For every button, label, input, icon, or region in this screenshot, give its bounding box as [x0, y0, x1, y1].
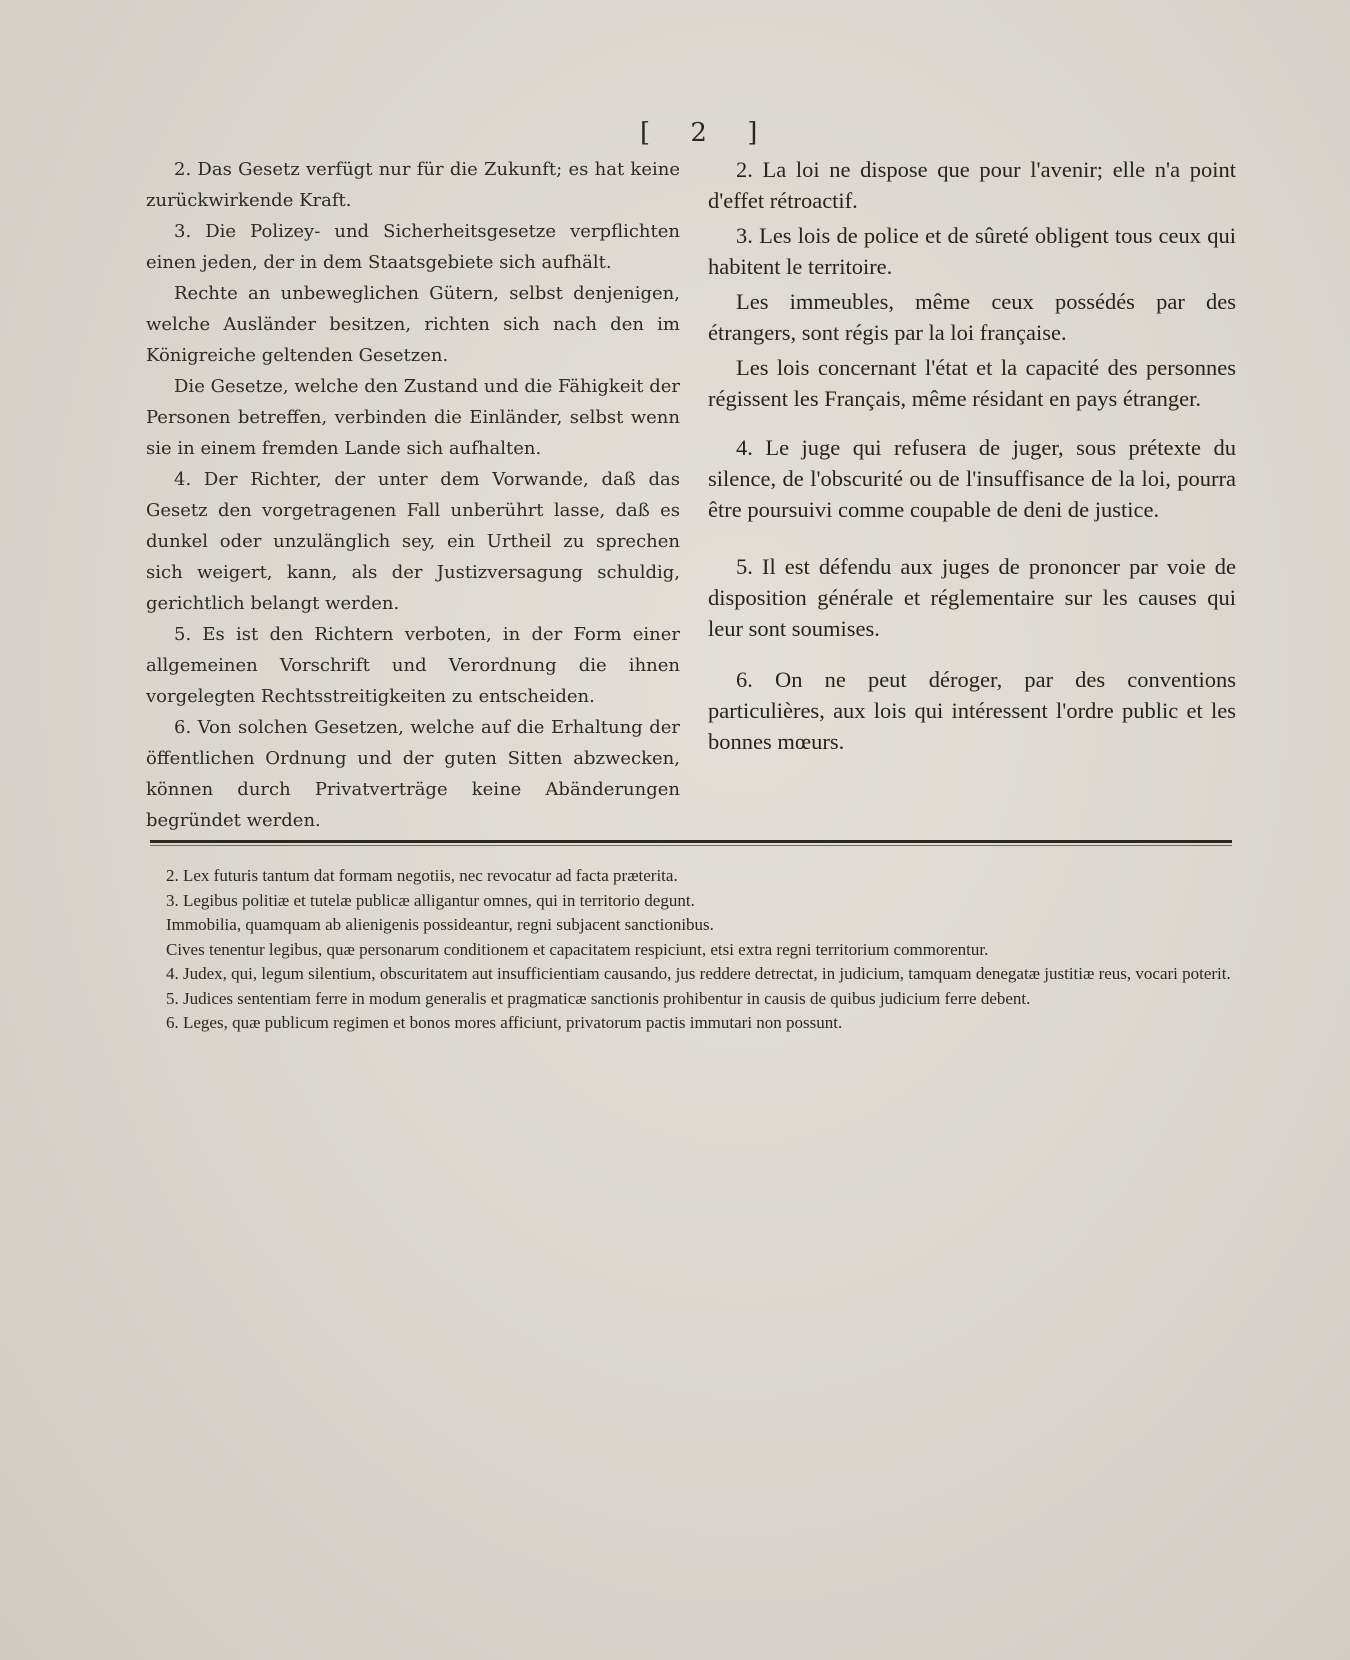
german-article-3: 3. Die Polizey- und Sicherheitsgesetze verpflichten einen jeden, der in dem Staatsgebiete sich aufhält. — [146, 221, 680, 273]
latin-article-5: 5. Judices sententiam ferre in modum generalis et pragmaticæ sanctionis prohibentur in causis de quibus judicium ferre debent. — [166, 988, 1031, 1008]
german-immovables-paragraph: Rechte an unbeweglichen Gütern, selbst denjenigen, welche Ausländer besitzen, richten sich nach den im Königreiche geltenden Gesetzen. — [146, 283, 680, 366]
latin-immovables-paragraph: Immobilia, quamquam ab alienigenis possideantur, regni subjacent sanctionibus. — [166, 915, 714, 934]
french-article-5: 5. Il est défendu aux juges de prononcer par voie de disposition générale et réglementaire sur les causes qui leur sont soumises. — [708, 554, 1236, 641]
german-article-4: 4. Der Richter, der unter dem Vorwande, daß das Gesetz den vorgetragenen Fall unberührt lasse, daß es dunkel oder unzulänglich sey, ein Urtheil zu sprechen sich weigert, kann, als der Justizversagung schuldig, gerichtlich belangt werden. — [146, 469, 680, 614]
latin-article-3: 3. Legibus politiæ et tutelæ publicæ alligantur omnes, qui in territorio degunt. — [166, 890, 695, 910]
latin-persons-paragraph: Cives tenentur legibus, quæ personarum conditionem et capacitatem respiciunt, etsi extra regni territorium commorentur. — [166, 939, 989, 959]
german-article-2: 2. Das Gesetz verfügt nur für die Zukunft; es hat keine zurückwirkende Kraft. — [146, 159, 680, 211]
section-divider — [150, 840, 1232, 843]
german-article-5: 5. Es ist den Richtern verboten, in der Form einer allgemeinen Vorschrift und Verordnung die ihnen vorgelegten Rechtsstreitigkeiten zu entscheiden. — [146, 624, 680, 707]
latin-article-6: 6. Leges, quæ publicum regimen et bonos mores afficiunt, privatorum pactis immutari non possunt. — [166, 1013, 843, 1032]
french-article-3: 3. Les lois de police et de sûreté obligent tous ceux qui habitent le territoire. — [708, 223, 1236, 279]
french-column — [708, 154, 1236, 761]
german-column — [146, 154, 680, 836]
french-article-2: 2. La loi ne dispose que pour l'avenir; elle n'a point d'effet rétroactif. — [708, 157, 1236, 213]
latin-article-2: 2. Lex futuris tantum dat formam negotiis, nec revocatur ad facta præterita. — [166, 866, 678, 885]
german-persons-paragraph: Die Gesetze, welche den Zustand und die Fähigkeit der Personen betreffen, verbinden die Einländer, selbst wenn sie in einem fremden Lande sich aufhalten. — [146, 376, 680, 459]
german-article-6: 6. Von solchen Gesetzen, welche auf die Erhaltung der öffentlichen Ordnung und der guten Sitten abzwecken, können durch Privatverträge keine Abänderungen begründet werden. — [146, 717, 680, 831]
french-article-6: 6. On ne peut déroger, par des conventions particulières, aux lois qui intéressent l'ordre public et les bonnes mœurs. — [708, 667, 1236, 754]
page-number: [ 2 ] — [640, 118, 774, 148]
latin-notes — [146, 864, 1236, 1036]
french-persons-paragraph: Les lois concernant l'état et la capacité des personnes régissent les Français, même résidant en pays étranger. — [708, 355, 1236, 411]
section-divider-thin — [150, 845, 1232, 846]
latin-article-4: 4. Judex, qui, legum silentium, obscuritatem aut insufficientiam causando, jus reddere detrectat, in judicium, tamquam denegatæ justitiæ reus, vocari poterit. — [166, 964, 1231, 983]
french-article-4: 4. Le juge qui refusera de juger, sous prétexte du silence, de l'obscurité ou de l'insuffisance de la loi, pourra être poursuivi comme coupable de deni de justice. — [708, 435, 1236, 522]
french-immovables-paragraph: Les immeubles, même ceux possédés par des étrangers, sont régis par la loi française. — [708, 289, 1236, 345]
